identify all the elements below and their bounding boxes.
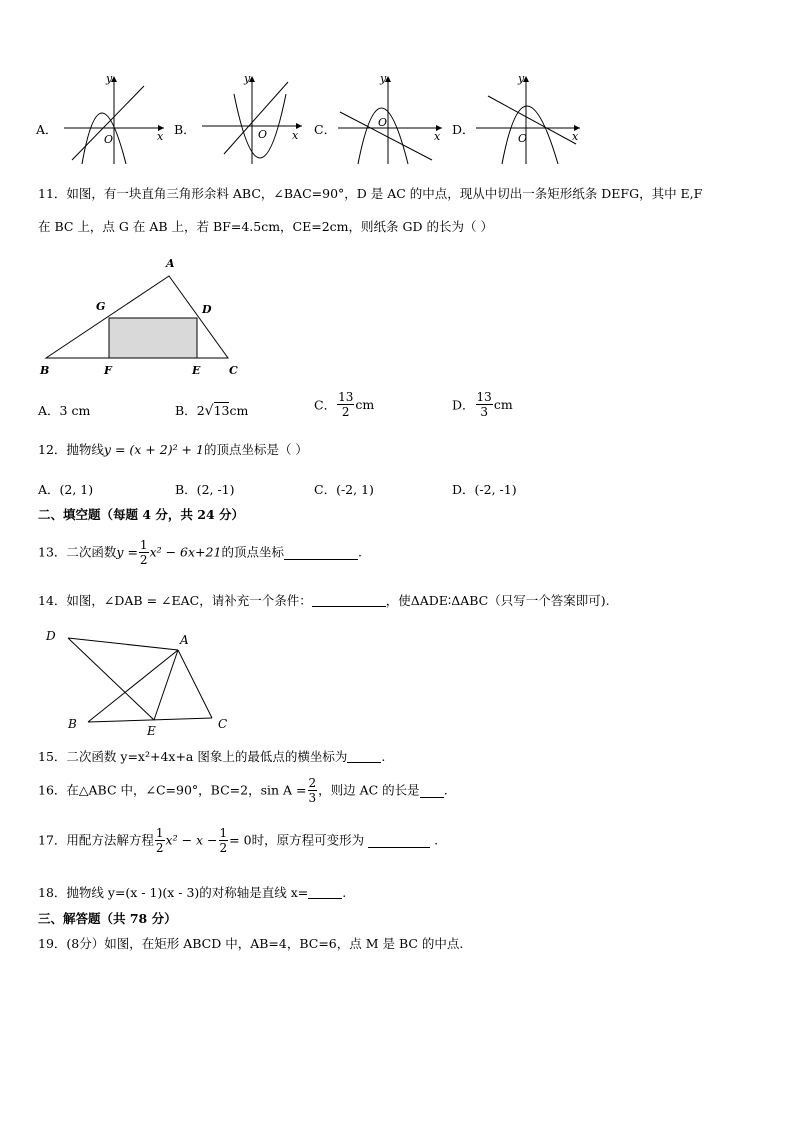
graph-option-b <box>198 72 306 166</box>
q14-label-d: D <box>46 629 56 643</box>
q11-option-d: D． $\frac{13}{3}$ cm <box>452 390 513 419</box>
q18-answer-blank <box>308 885 342 899</box>
option-c-label: C． <box>314 122 337 137</box>
q12-option-a: A．(2, 1) <box>38 482 94 497</box>
q11-label-d: D <box>202 303 212 316</box>
graph-c-origin: O <box>378 116 388 129</box>
graph-a-origin: O <box>104 133 114 146</box>
graph-d-x-label: x <box>572 130 579 143</box>
graph-d-y-label: y <box>518 72 525 85</box>
q18-text: 18．抛物线 y=(x - 1)(x - 3)的对称轴是直线 x= . <box>38 885 347 900</box>
section3-title: 三、解答题（共 78 分） <box>38 911 177 926</box>
q14-label-e: E <box>147 724 156 738</box>
option-b-label: B． <box>174 122 196 137</box>
q16-answer-blank <box>420 784 444 798</box>
option-d-label: D． <box>452 122 475 137</box>
graph-option-c <box>334 72 446 166</box>
q16-text: 16．在△ABC 中，∠C=90°，BC=2，sin A = $\frac{2}{3}$ ，则边 AC 的长是 . <box>38 776 448 805</box>
graph-b-origin: O <box>258 128 268 141</box>
graph-a-y-label: y <box>106 72 113 85</box>
q14-label-a: A <box>180 633 189 647</box>
q15-answer-blank <box>347 749 381 763</box>
q11-triangle-figure <box>36 254 246 380</box>
q14-label-b: B <box>68 717 77 731</box>
q15-text: 15．二次函数 y=x²+4x+a 图象上的最低点的横坐标为 . <box>38 749 386 764</box>
q11-option-b: B．2√13cm <box>175 403 249 419</box>
graph-c-x-label: x <box>434 130 441 143</box>
section2-title: 二、填空题（每题 4 分，共 24 分） <box>38 507 245 522</box>
q11-option-c: C． $\frac{13}{2}$ cm <box>314 390 375 419</box>
q11-label-g: G <box>96 300 106 313</box>
q12-option-d: D．(-2, -1) <box>452 482 517 497</box>
q17-text: 17．用配方法解方程 $\frac{1}{2}$ x² − x − $\frac{1}{2}$ = 0时，原方程可变形为 . <box>38 826 439 855</box>
option-a-label: A． <box>36 122 58 137</box>
q19-text: 19．(8分）如图，在矩形 ABCD 中，AB=4，BC=6，点 M 是 BC 的中点. <box>38 936 464 951</box>
q12-option-c: C．(-2, 1) <box>314 482 374 497</box>
q11-label-f: F <box>104 364 112 377</box>
graph-d-origin: O <box>518 132 528 145</box>
graph-b-y-label: y <box>244 72 251 85</box>
q14-answer-blank <box>312 593 386 607</box>
q14-label-c: C <box>218 717 228 731</box>
q11-text-line2: 在 BC 上，点 G 在 AB 上，若 BF=4.5cm，CE=2cm，则纸条 GD 的长为（ ） <box>38 219 493 234</box>
q14-text: 14．如图，∠DAB = ∠EAC，请补充一个条件： ，使ΔADE∶ΔABC（只写一个答案即可). <box>38 593 610 608</box>
q12-option-b: B．(2, -1) <box>175 482 235 497</box>
graph-a-x-label: x <box>157 130 164 143</box>
graph-option-d <box>472 72 584 166</box>
q11-label-c: C <box>229 364 238 377</box>
graph-c-y-label: y <box>380 72 387 85</box>
q11-label-e: E <box>192 364 201 377</box>
q11-option-a: A．3 cm <box>38 403 91 418</box>
q13-answer-blank <box>284 546 358 560</box>
q13-text: 13．二次函数y = $\frac{1}{2}$ x² − 6x+21的顶点坐标 . <box>38 538 362 567</box>
q11-text-line1: 11．如图，有一块直角三角形余料 ABC，∠BAC=90°，D 是 AC 的中点，现从中切出一条矩形纸条 DEFG，其中 E,F <box>38 186 703 201</box>
q12-text: 12．抛物线y = (x + 2)² + 1的顶点坐标是（ ） <box>38 442 308 457</box>
q11-label-a: A <box>166 257 175 270</box>
q11-label-b: B <box>40 364 50 377</box>
graph-b-x-label: x <box>292 129 299 142</box>
graph-option-a <box>60 72 168 166</box>
q17-answer-blank <box>368 834 430 848</box>
q14-figure <box>40 624 240 740</box>
